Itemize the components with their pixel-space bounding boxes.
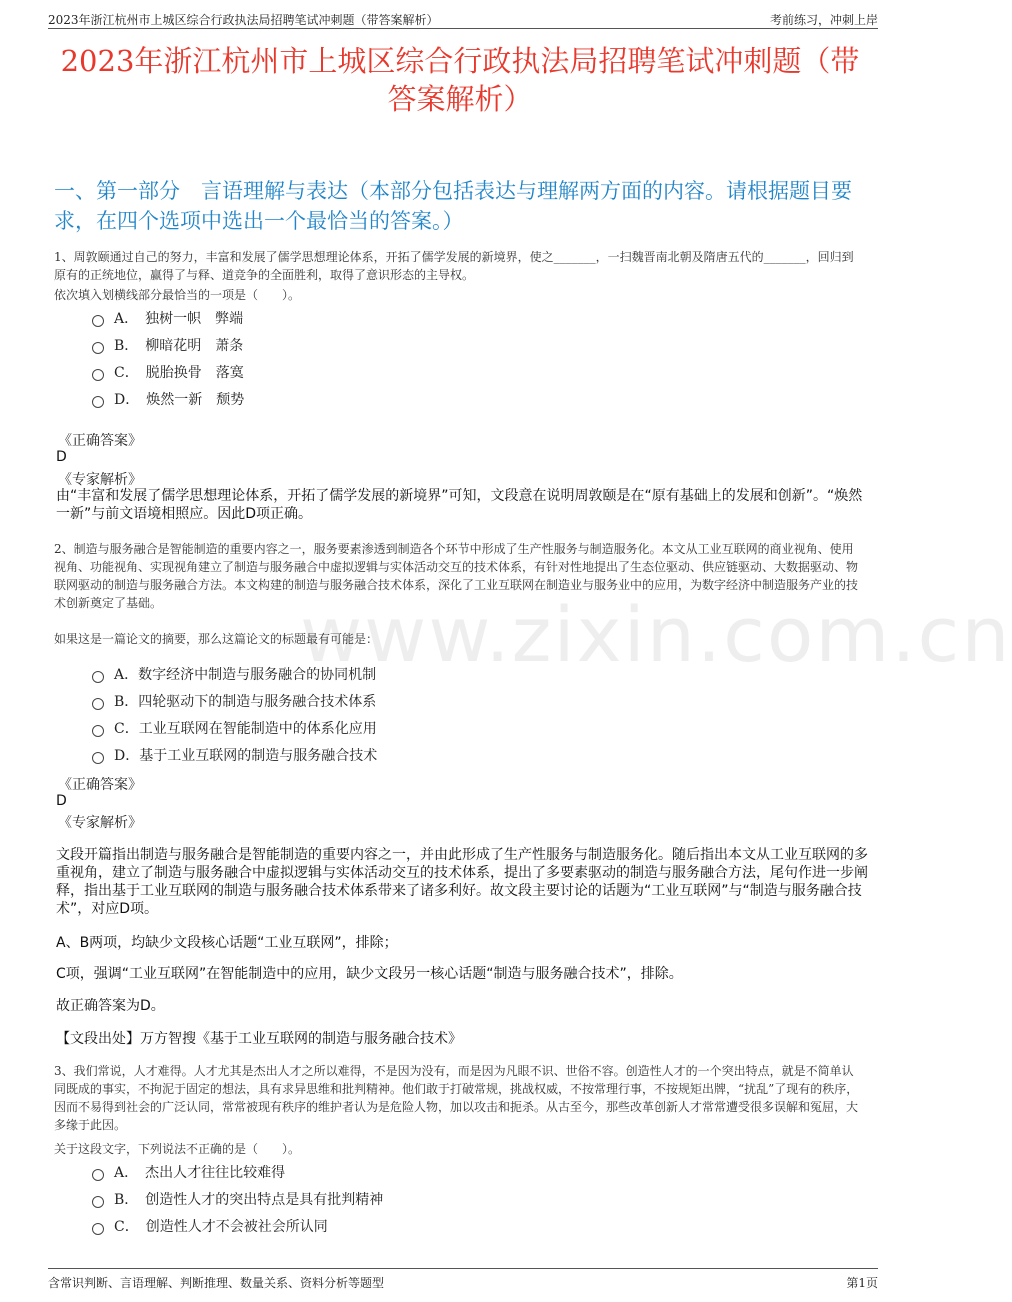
q2-option-a[interactable]: A．数字经济中制造与服务融合的协同机制 — [92, 660, 377, 687]
q1-option-b[interactable]: B． 柳暗花明 萧条 — [92, 331, 244, 358]
q1-ask: 依次填入划横线部分最恰当的一项是（ ）。 — [54, 288, 301, 302]
q1-option-c[interactable]: C． 脱胎换骨 落寞 — [92, 358, 244, 385]
radio-icon[interactable] — [92, 1223, 104, 1235]
q3-option-a[interactable]: A． 杰出人才往往比较难得 — [92, 1158, 383, 1185]
watermark: www.zixin.com.cn — [300, 590, 1012, 679]
page-number: 第1页 — [846, 1276, 878, 1290]
q2-analysis-label: 《专家解析》 — [58, 815, 142, 831]
header-doc-title: 2023年浙江杭州市上城区综合行政执法局招聘笔试冲刺题（带答案解析） — [48, 13, 439, 27]
q2-analysis: 文段开篇指出制造与服务融合是智能制造的重要内容之一，并由此形成了生产性服务与制造服务化。随后指出本文从工业互联网的多重视角，建立了制造与服务融合中虚拟逻辑与实体活动交互的技术体系，提出了多要素驱动的制造与服务融合方法，尾句作进一步阐释，指出基于工业互联网的制造与服务融合技术体系带来了诸多利好。故文段主要讨论的话题为“工业互联网”与“制造与服务融合技术”，对应D项。 — [56, 847, 868, 917]
q1-option-a[interactable]: A． 独树一帜 弊端 — [92, 304, 244, 331]
q2-explain-ab: A、B两项，均缺少文段核心话题“工业互联网”，排除； — [56, 935, 398, 951]
radio-icon[interactable] — [92, 725, 104, 737]
q1-analysis-label: 《专家解析》 — [58, 472, 142, 488]
q1-option-d[interactable]: D． 焕然一新 颓势 — [92, 385, 244, 412]
q3-option-b[interactable]: B． 创造性人才的突出特点是具有批判精神 — [92, 1185, 383, 1212]
q2-source: 【文段出处】万方智搜《基于工业互联网的制造与服务融合技术》 — [56, 1031, 462, 1047]
footer-topics: 含常识判断、言语理解、判断推理、数量关系、资料分析等题型 — [48, 1276, 385, 1290]
radio-icon[interactable] — [92, 315, 104, 327]
radio-icon[interactable] — [92, 698, 104, 710]
page-footer — [48, 1268, 878, 1299]
q2-stem: 2、制造与服务融合是智能制造的重要内容之一，服务要素渗透到制造各个环节中形成了生产性服务与制造服务化。本文从工业互联网的商业视角、使用视角、功能视角、实现视角建立了制造与服务融合中虚拟逻辑与实体活动交互的技术体系，有针对性地提出了生态位驱动、供应链驱动、大数据驱动、物联网驱动的制造与服务融合方法。本文构建的制造与服务融合技术体系，深化了工业互联网在制造业与服务业中的应用，为数字经济中制造服务产业的技术创新奠定了基础。 — [54, 542, 859, 610]
q2-option-d[interactable]: D．基于工业互联网的制造与服务融合技术 — [92, 741, 377, 768]
q2-answer-label: 《正确答案》 — [58, 777, 142, 793]
q2-explain-c: C项，强调“工业互联网”在智能制造中的应用，缺少文段另一核心话题“制造与服务融合技术”，排除。 — [56, 966, 683, 982]
radio-icon[interactable] — [92, 671, 104, 683]
radio-icon[interactable] — [92, 1196, 104, 1208]
q2-ask: 如果这是一篇论文的摘要，那么这篇论文的标题最有可能是： — [54, 632, 379, 646]
q2-conclusion: 故正确答案为D。 — [56, 998, 165, 1014]
section-title: 一、第一部分 言语理解与表达（本部分包括表达与理解两方面的内容。请根据题目要求，在四个选项中选出一个最恰当的答案。） — [54, 179, 852, 233]
radio-icon[interactable] — [92, 396, 104, 408]
q1-analysis: 由“丰富和发展了儒学思想理论体系，开拓了儒学发展的新境界”可知，文段意在说明周敦颐是在“原有基础上的发展和创新”。“焕然一新”与前文语境相照应。因此D项正确。 — [56, 488, 863, 522]
q3-options — [92, 1158, 383, 1239]
radio-icon[interactable] — [92, 752, 104, 764]
q3-option-c[interactable]: C． 创造性人才不会被社会所认同 — [92, 1212, 383, 1239]
document-title: 2023年浙江杭州市上城区综合行政执法局招聘笔试冲刺题（带答案解析） — [60, 44, 860, 116]
radio-icon[interactable] — [92, 342, 104, 354]
q2-option-c[interactable]: C．工业互联网在智能制造中的体系化应用 — [92, 714, 377, 741]
q1-answer: D — [56, 449, 67, 465]
page-header — [48, 0, 878, 29]
q3-stem: 3、我们常说，人才难得。人才尤其是杰出人才之所以难得，不是因为没有，而是因为凡眼不识、世俗不容。创造性人才的一个突出特点，就是不简单认同既成的事实，不拘泥于固定的想法，具有求异思维和批判精神。他们敢于打破常规，挑战权威，不按常理行事，不按规矩出牌，“扰乱”了现有的秩序，因而不易得到社会的广泛认同，常常被现有秩序的维护者认为是危险人物，加以攻击和扼杀。从古至今，那些改革创新人才常常遭受很多误解和冤屈，大多缘于此因。 — [54, 1064, 859, 1132]
q2-option-b[interactable]: B．四轮驱动下的制造与服务融合技术体系 — [92, 687, 377, 714]
q1-answer-label: 《正确答案》 — [58, 433, 142, 449]
q2-answer: D — [56, 793, 67, 809]
header-slogan: 考前练习，冲刺上岸 — [769, 13, 878, 27]
q1-options — [92, 304, 244, 412]
q1-stem: 1、周敦颐通过自己的努力，丰富和发展了儒学思想理论体系，开拓了儒学发展的新境界，使之_______，一扫魏晋南北朝及隋唐五代的_______，回归到原有的正统地位，赢得了与释、道竞争的全面胜利，取得了意识形态的主导权。 — [54, 250, 854, 282]
q3-ask: 关于这段文字，下列说法不正确的是（ ）。 — [54, 1142, 301, 1156]
q2-options — [92, 660, 377, 768]
radio-icon[interactable] — [92, 1169, 104, 1181]
radio-icon[interactable] — [92, 369, 104, 381]
